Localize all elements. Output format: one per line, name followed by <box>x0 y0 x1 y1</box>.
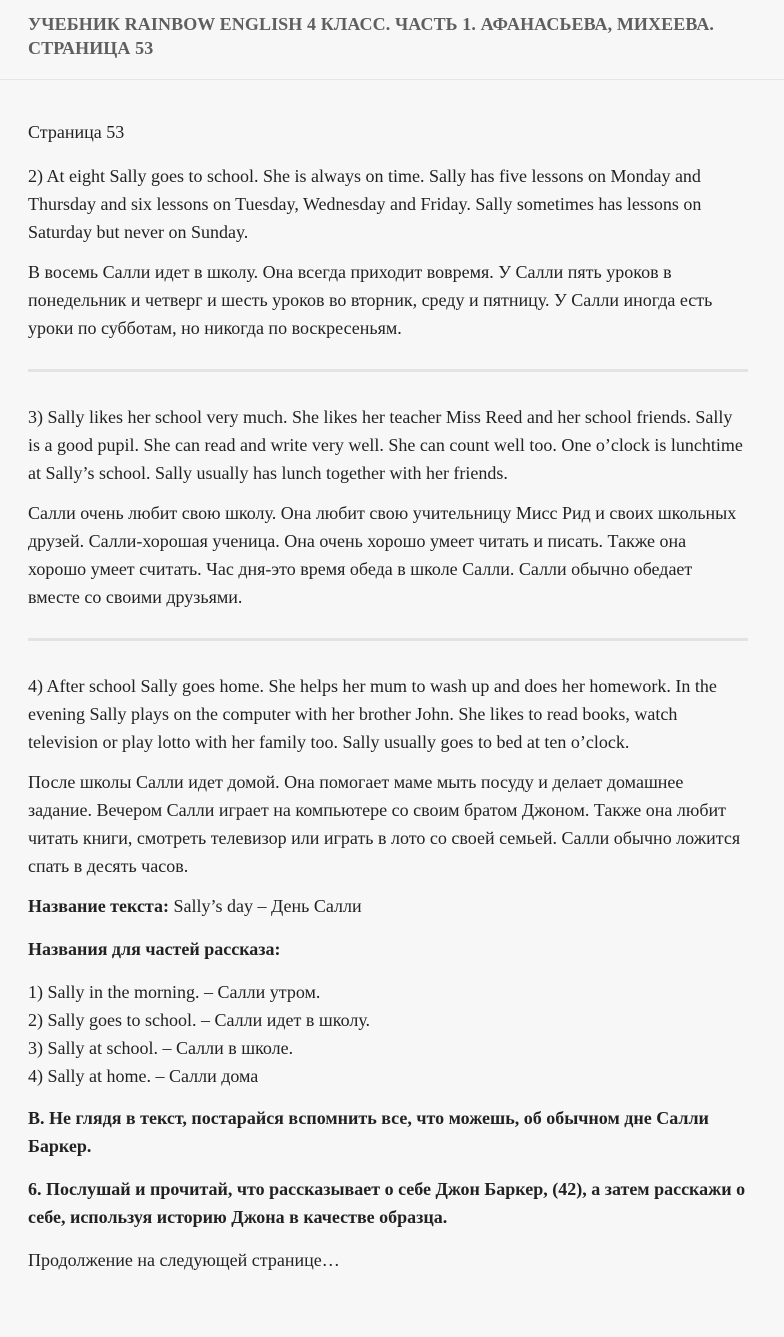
text-title-label: Название текста: <box>28 896 169 916</box>
russian-paragraph-4: После школы Салли идет домой. Она помогает маме мыть посуду и делает домашнее задание. Вечером Салли играет на компьютере со своим братом Джоном. Также она любит читать книги, смотреть телевизор или играть в лото со своей семьей. Салли обычно ложится спать в десять часов. <box>28 772 741 876</box>
parts-list <box>28 978 748 1090</box>
english-paragraph-3: 3) Sally likes her school very much. She likes her teacher Miss Reed and her school friends. Sally is a good pupil. She can read and write very well. She can count well too. One o’clock is lunchtime at Sally’s school. Sally usually has lunch together with her friends. <box>28 407 743 483</box>
task-b: B. Не глядя в текст, постарайся вспомнить все, что можешь, об обычном дне Салли Баркер. <box>28 1108 709 1156</box>
list-item: 1) Sally in the morning. – Салли утром. <box>28 982 321 1002</box>
page-title: УЧЕБНИК RAINBOW ENGLISH 4 КЛАСС. ЧАСТЬ 1. АФАНАСЬЕВА, МИХЕЕВА. СТРАНИЦА 53 <box>28 14 715 58</box>
article-content <box>0 80 776 1274</box>
text-title-line <box>28 892 748 920</box>
russian-paragraph-3: Салли очень любит свою школу. Она любит свою учительницу Мисс Рид и своих школьных друзей. Салли-хорошая ученица. Она очень хорошо умеет читать и писать. Также она хорошо умеет считать. Час дня-это время обеда в школе Салли. Салли обычно обедает вместе со своими друзьями. <box>28 503 737 607</box>
text-title-value: Sally’s day – День Салли <box>169 896 362 916</box>
list-item: 2) Sally goes to school. – Салли идет в школу. <box>28 1010 371 1030</box>
list-item: 4) Sally at home. – Салли дома <box>28 1066 259 1086</box>
page-number-label: Страница 53 <box>28 122 125 142</box>
continuation-note: Продолжение на следующей странице… <box>28 1250 340 1270</box>
task-6: 6. Послушай и прочитай, что рассказывает о себе Джон Баркер, (42), а затем расскажи о себе, используя историю Джона в качестве образца. <box>28 1179 746 1227</box>
list-item: 3) Sally at school. – Салли в школе. <box>28 1038 294 1058</box>
english-paragraph-4: 4) After school Sally goes home. She helps her mum to wash up and does her homework. In the evening Sally plays on the computer with her brother John. She likes to read books, watch television or play lotto with her family too. Sally usually goes to bed at ten o’clock. <box>28 676 717 752</box>
english-paragraph-2: 2) At eight Sally goes to school. She is always on time. Sally has five lessons on Monday and Thursday and six lessons on Tuesday, Wednesday and Friday. Sally sometimes has lessons on Saturday but never on Sunday. <box>28 166 702 242</box>
page-header <box>0 0 784 80</box>
section-divider <box>28 638 748 641</box>
section-divider <box>28 369 748 372</box>
russian-paragraph-2: В восемь Салли идет в школу. Она всегда приходит вовремя. У Салли пять уроков в понедельник и четверг и шесть уроков во вторник, среду и пятницу. У Салли иногда есть уроки по субботам, но никогда по воскресеньям. <box>28 262 713 338</box>
parts-heading: Названия для частей рассказа: <box>28 939 281 959</box>
